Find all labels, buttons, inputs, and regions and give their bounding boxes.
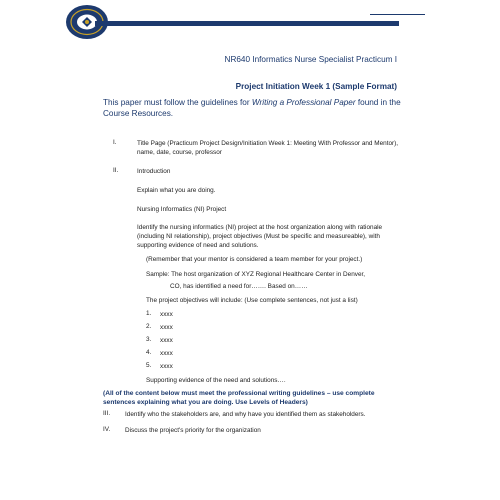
section-1-text: Title Page (Practicum Project Design/Initiation Week 1: Meeting With Professor and Mentor), name, date, course, professor	[137, 140, 399, 156]
course-title: NR640 Informatics Nurse Specialist Practicum I	[224, 55, 397, 64]
section-numeral-3: III.	[103, 410, 111, 417]
section-2-heading: Introduction	[137, 168, 171, 175]
objective-item: xxxx	[160, 337, 173, 344]
section-numeral-2: II.	[113, 167, 119, 174]
explain-text: Explain what you are doing.	[137, 187, 216, 194]
objective-number: 4.	[146, 349, 152, 356]
supporting-evidence: Supporting evidence of the need and solutions….	[146, 377, 286, 384]
intro-paragraph	[103, 97, 403, 119]
section-numeral-4: IV.	[103, 426, 111, 433]
objective-number: 1.	[146, 310, 152, 317]
sample-line-2: CO, has identified a need for……. Based on……	[170, 283, 308, 290]
sample-line-1: Sample: The host organization of XYZ Regional Healthcare Center in Denver,	[146, 271, 366, 278]
document-title: Project Initiation Week 1 (Sample Format)	[235, 82, 397, 91]
section-3-text: Identify who the stakeholders are, and why have you identified them as stakeholders.	[125, 411, 366, 418]
writing-guidelines-note: (All of the content below must meet the professional writing guidelines – use complete sentences explaining what you are doing. Use Levels of Headers)	[103, 390, 375, 406]
section-numeral-1: I.	[113, 139, 117, 146]
objective-item: xxxx	[160, 311, 173, 318]
objective-number: 3.	[146, 336, 152, 343]
identify-paragraph: Identify the nursing informatics (NI) project at the host organization along with rationale (including NI relationship), project objectives (Must be specific and measureable), with supporting evidence of need and solutions.	[137, 224, 383, 249]
header-bar	[95, 21, 399, 26]
section-4-text: Discuss the project's priority for the organization	[125, 427, 261, 434]
objective-number: 5.	[146, 362, 152, 369]
objectives-intro: The project objectives will include: (Use complete sentences, not just a list)	[146, 297, 358, 304]
objective-item: xxxx	[160, 350, 173, 357]
remember-note: (Remember that your mentor is considered a team member for your project.)	[146, 256, 363, 263]
objective-item: xxxx	[160, 324, 173, 331]
objective-item: xxxx	[160, 363, 173, 370]
header-rule	[370, 14, 425, 15]
intro-text-italic: Writing a Professional Paper	[251, 98, 356, 107]
objective-number: 2.	[146, 323, 152, 330]
intro-text-post: found in the Course Resources.	[103, 98, 401, 118]
intro-text-pre: This paper must follow the guidelines for	[103, 98, 252, 107]
ni-project-heading: Nursing Informatics (NI) Project	[137, 206, 227, 213]
